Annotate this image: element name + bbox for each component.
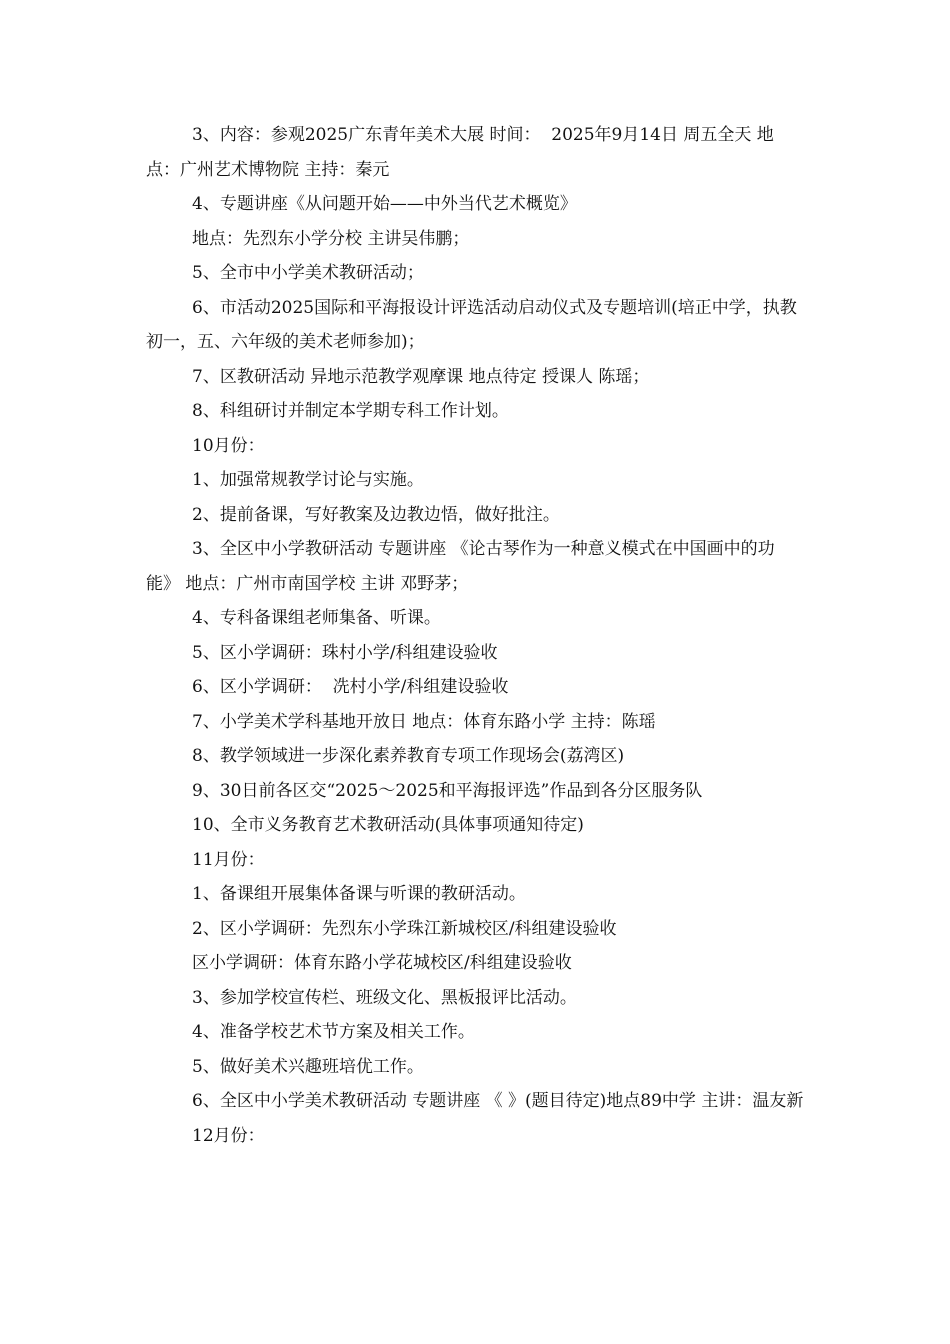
- paragraph-october-item-2: 2、提前备课，写好教案及边教边悟，做好批注。: [192, 504, 560, 525]
- paragraph-november-item-4: 4、准备学校艺术节方案及相关工作。: [192, 1022, 475, 1042]
- paragraph-november-item-2: 2、区小学调研：先烈东小学珠江新城校区/科组建设验收: [192, 918, 617, 939]
- paragraph-oct-item-8: 8、科组研讨并制定本学期专科工作计划。: [192, 401, 509, 421]
- paragraph-november-item-5: 5、做好美术兴趣班培优工作。: [192, 1056, 424, 1077]
- month-heading-december: 12月份：: [192, 1125, 265, 1146]
- paragraph-october-item-7: 7、小学美术学科基地开放日 地点：体育东路小学 主持：陈瑶: [192, 711, 656, 732]
- month-heading-november: 11月份：: [192, 849, 265, 870]
- paragraph-november-item-1: 1、备课组开展集体备课与听课的教研活动。: [192, 884, 526, 904]
- paragraph-october-item-8: 8、教学领域进一步深化素养教育专项工作现场会(荔湾区): [192, 746, 625, 766]
- paragraph-october-item-10: 10、全市义务教育艺术教研活动(具体事项通知待定): [192, 815, 584, 835]
- paragraph-november-item-3: 3、参加学校宣传栏、班级文化、黑板报评比活动。: [192, 987, 577, 1008]
- paragraph-october-item-4: 4、专科备课组老师集备、听课。: [192, 608, 441, 628]
- paragraph-october-item-1: 1、加强常规教学讨论与实施。: [192, 470, 424, 490]
- paragraph-november-item-2b: 区小学调研：体育东路小学花城校区/科组建设验收: [192, 953, 572, 973]
- paragraph-oct-item-3: 3、内容：参观2025广东青年美术大展 时间： 2025年9月14日 周五全天 地点：广州艺术博物院 主持：秦元: [146, 125, 774, 180]
- paragraph-oct-item-4-location: 地点：先烈东小学分校 主讲吴伟鹏；: [192, 228, 470, 249]
- paragraph-october-item-6: 6、区小学调研： 冼村小学/科组建设验收: [192, 677, 509, 697]
- paragraph-october-item-5: 5、区小学调研：珠村小学/科组建设验收: [192, 642, 498, 663]
- paragraph-oct-item-5: 5、全市中小学美术教研活动；: [192, 263, 424, 283]
- paragraph-oct-item-4: 4、专题讲座《从问题开始——中外当代艺术概览》: [192, 194, 577, 214]
- paragraph-october-item-3: 3、全区中小学教研活动 专题讲座 《论古琴作为一种意义模式在中国画中的功能》 地点：广州市南国学校 主讲 邓野茅；: [146, 539, 775, 594]
- paragraph-oct-item-6: 6、市活动2025国际和平海报设计评选活动启动仪式及专题培训(培正中学，执教初一，五、六年级的美术老师参加)；: [146, 297, 797, 352]
- document-body: [146, 118, 806, 1153]
- paragraph-november-item-6: 6、全区中小学美术教研活动 专题讲座 《 》(题目待定)地点89中学 主讲：温友新: [192, 1091, 804, 1111]
- paragraph-october-item-9: 9、30日前各区交“2025～2025和平海报评选”作品到各分区服务队: [192, 780, 703, 801]
- paragraph-oct-item-7: 7、区教研活动 异地示范教学观摩课 地点待定 授课人 陈瑶；: [192, 366, 650, 387]
- month-heading-october: 10月份：: [192, 435, 265, 456]
